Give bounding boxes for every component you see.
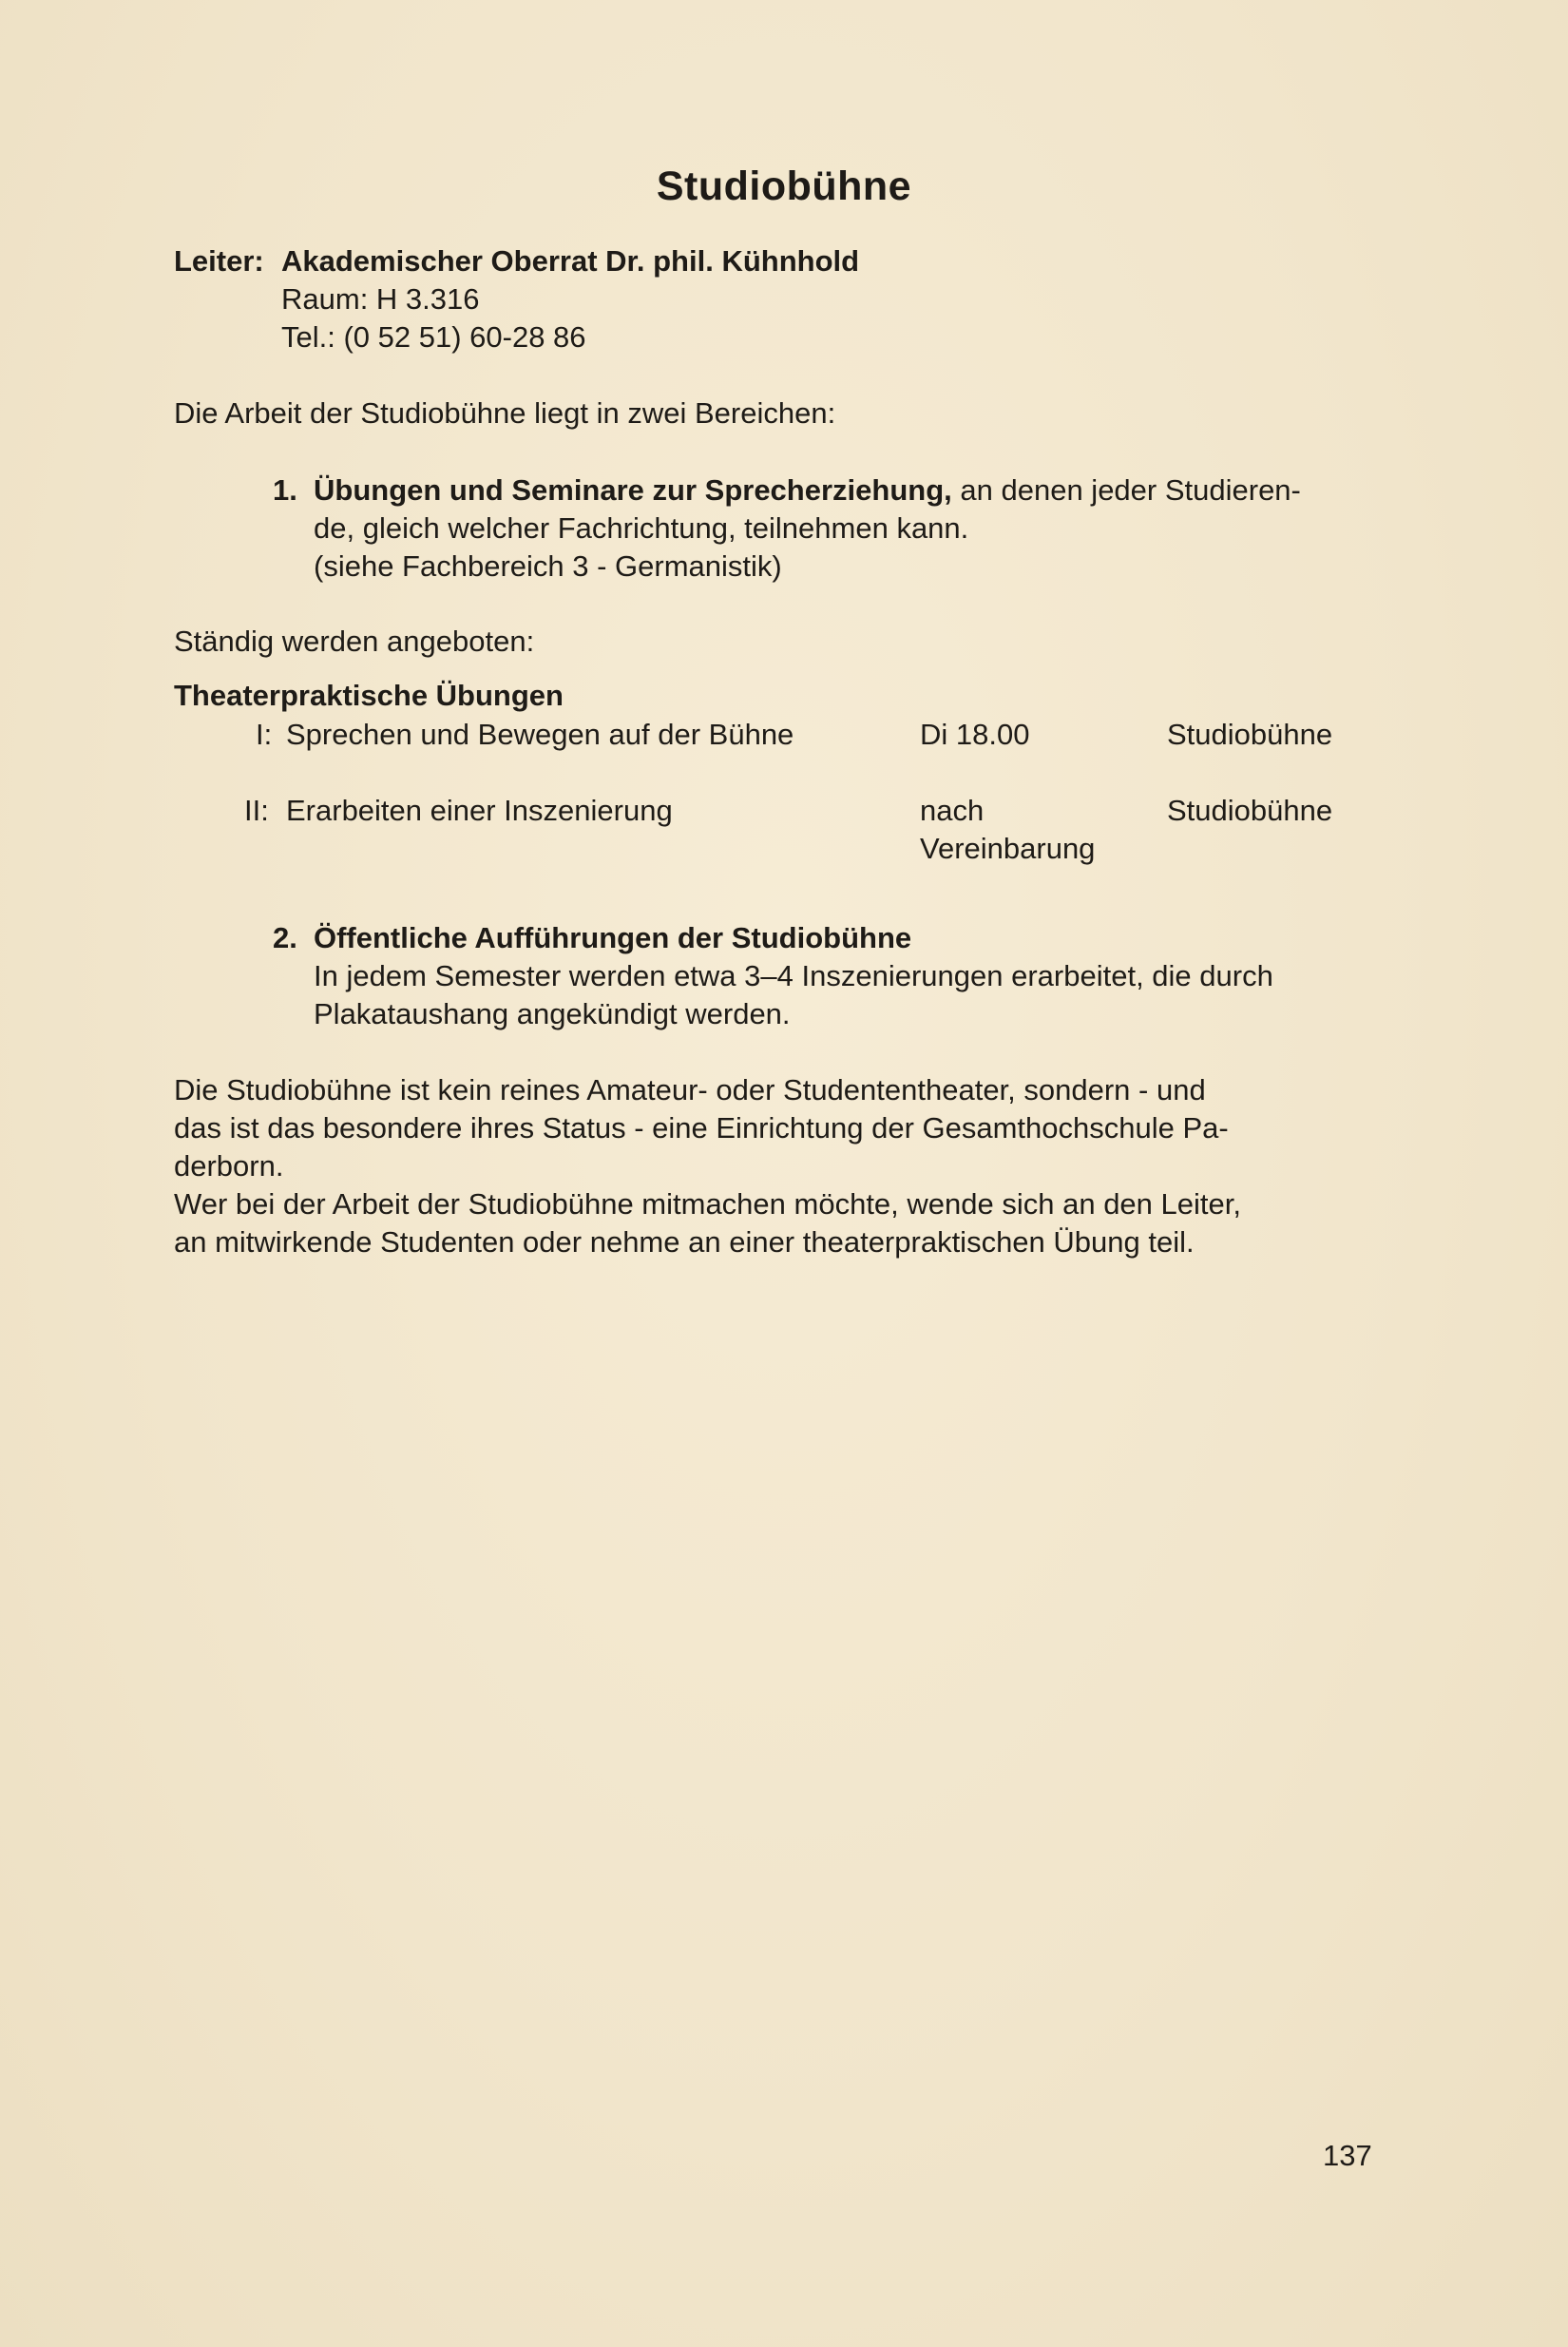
page-number: 137: [1323, 2139, 1372, 2172]
row-time-continued: Vereinbarung: [920, 832, 1096, 865]
row-label: II:: [244, 794, 269, 827]
intro-text: Die Arbeit der Studiobühne liegt in zwei Bereichen:: [174, 396, 836, 430]
section1-number: 1.: [273, 473, 297, 507]
theater-heading: Theaterpraktische Übungen: [174, 679, 564, 712]
leiter-phone: Tel.: (0 52 51) 60-28 86: [281, 320, 586, 354]
leiter-label: Leiter:: [174, 244, 264, 278]
offered-text: Ständig werden angeboten:: [174, 625, 535, 658]
row-label: I:: [256, 718, 273, 751]
row-title: Sprechen und Bewegen auf der Bühne: [286, 718, 794, 751]
closing-line: Die Studiobühne ist kein reines Amateur- oder Studententheater, sondern - und: [174, 1073, 1206, 1106]
section2-heading: Öffentliche Aufführungen der Studiobühne: [314, 921, 912, 954]
section1-line3: (siehe Fachbereich 3 - Germanistik): [314, 549, 782, 583]
closing-line: Wer bei der Arbeit der Studiobühne mitmachen möchte, wende sich an den Leiter,: [174, 1187, 1241, 1221]
section1-line2: de, gleich welcher Fachrichtung, teilnehmen kann.: [314, 511, 969, 545]
row-place: Studiobühne: [1167, 794, 1333, 827]
row-title: Erarbeiten einer Inszenierung: [286, 794, 673, 827]
leiter-room: Raum: H 3.316: [281, 282, 480, 316]
row-place: Studiobühne: [1167, 718, 1333, 751]
section1-line1: [314, 471, 1301, 510]
section2-number: 2.: [273, 921, 297, 954]
row-time: nach: [920, 794, 985, 827]
closing-line: an mitwirkende Studenten oder nehme an einer theaterpraktischen Übung teil.: [174, 1225, 1195, 1259]
page-title: Studiobühne: [656, 164, 912, 209]
closing-line: derborn.: [174, 1149, 284, 1183]
closing-line: das ist das besondere ihres Status - eine Einrichtung der Gesamthochschule Pa-: [174, 1111, 1229, 1145]
section2-line2: Plakataushang angekündigt werden.: [314, 997, 791, 1030]
leiter-name: Akademischer Oberrat Dr. phil. Kühnhold: [281, 244, 860, 278]
section1-heading: Übungen und Seminare zur Sprecherziehung,: [314, 473, 952, 507]
section2-line1: In jedem Semester werden etwa 3–4 Inszenierungen erarbeitet, die durch: [314, 959, 1273, 992]
row-time: Di 18.00: [920, 718, 1030, 751]
section1-line1-rest: an denen jeder Studieren-: [960, 473, 1301, 507]
